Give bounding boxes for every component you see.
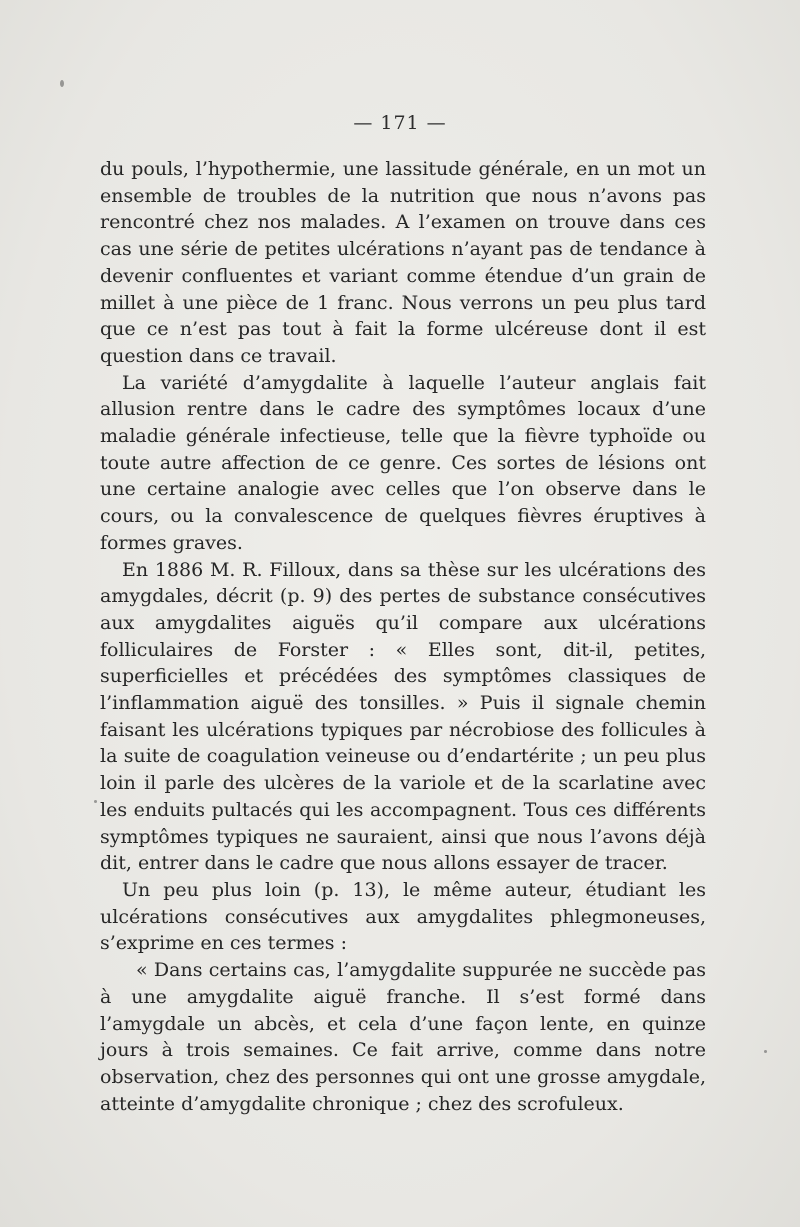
paragraph-continuation: du pouls, l’hypothermie, une lassitude générale, en un mot un ensemble de troubles de la nutrition que nous n’avons pas rencontré chez nos malades. A l’examen on trouve dans ces cas une série de petites ulcérations n’ayant pas de tendance à devenir confluentes et variant comme étendue d’un grain de millet à une pièce de 1 franc. Nous verrons un peu plus tard que ce n’est pas tout à fait la forme ulcéreuse dont il est question dans ce travail. [100,158,706,367]
page-number: — 171 — [353,112,447,134]
paragraph-filloux-1886: En 1886 M. R. Filloux, dans sa thèse sur les ulcérations des amygdales, décrit (p. 9) des pertes de substance consécutives aux amygdalites aiguës qu’il compare aux ulcérations folliculaires de Forster : « Elles sont, dit-il, petites, superficielles et précédées des symptômes classiques de l’inflammation aiguë des tonsilles. » Puis il signale chemin faisant les ulcérations typiques par nécrobiose des follicules à la suite de coagulation veineuse ou d’endartérite ; un peu plus loin il parle des ulcères de la variole et de la scarlatine avec les enduits pultacés qui les accompagnent. Tous ces différents symptômes typiques ne sauraient, ainsi que nous l’avons déjà dit, entrer dans le cadre que nous allons essayer de tracer. [100,558,706,875]
paragraph-quotation: « Dans certains cas, l’amygdalite suppurée ne succède pas à une amygdalite aiguë franche. Il s’est formé dans l’amygdale un abcès, et cela d’une façon lente, en quinze jours à trois semaines. Ce fait arrive, comme dans notre observation, chez des personnes qui ont une grosse amygdale, atteinte d’amygdalite chronique ; chez des scrofuleux. [100,959,706,1115]
paragraph-phlegmoneuses: Un peu plus loin (p. 13), le même auteur, étudiant les ulcérations consécutives aux amygdalites phlegmoneuses, s’exprime en ces termes : [100,878,706,955]
ink-speck [764,1050,767,1053]
paragraph-amygdalite-variety: La variété d’amygdalite à laquelle l’auteur anglais fait allusion rentre dans le cadre des symptômes locaux d’une maladie générale infectieuse, telle que la fièvre typhoïde ou toute autre affection de ce genre. Ces sortes de lésions ont une certaine analogie avec celles que l’on observe dans le cours, ou la convalescence de quelques fièvres éruptives à formes graves. [100,371,706,554]
body-text [100,156,706,1117]
ink-speck [60,80,64,87]
ink-speck [94,800,97,803]
